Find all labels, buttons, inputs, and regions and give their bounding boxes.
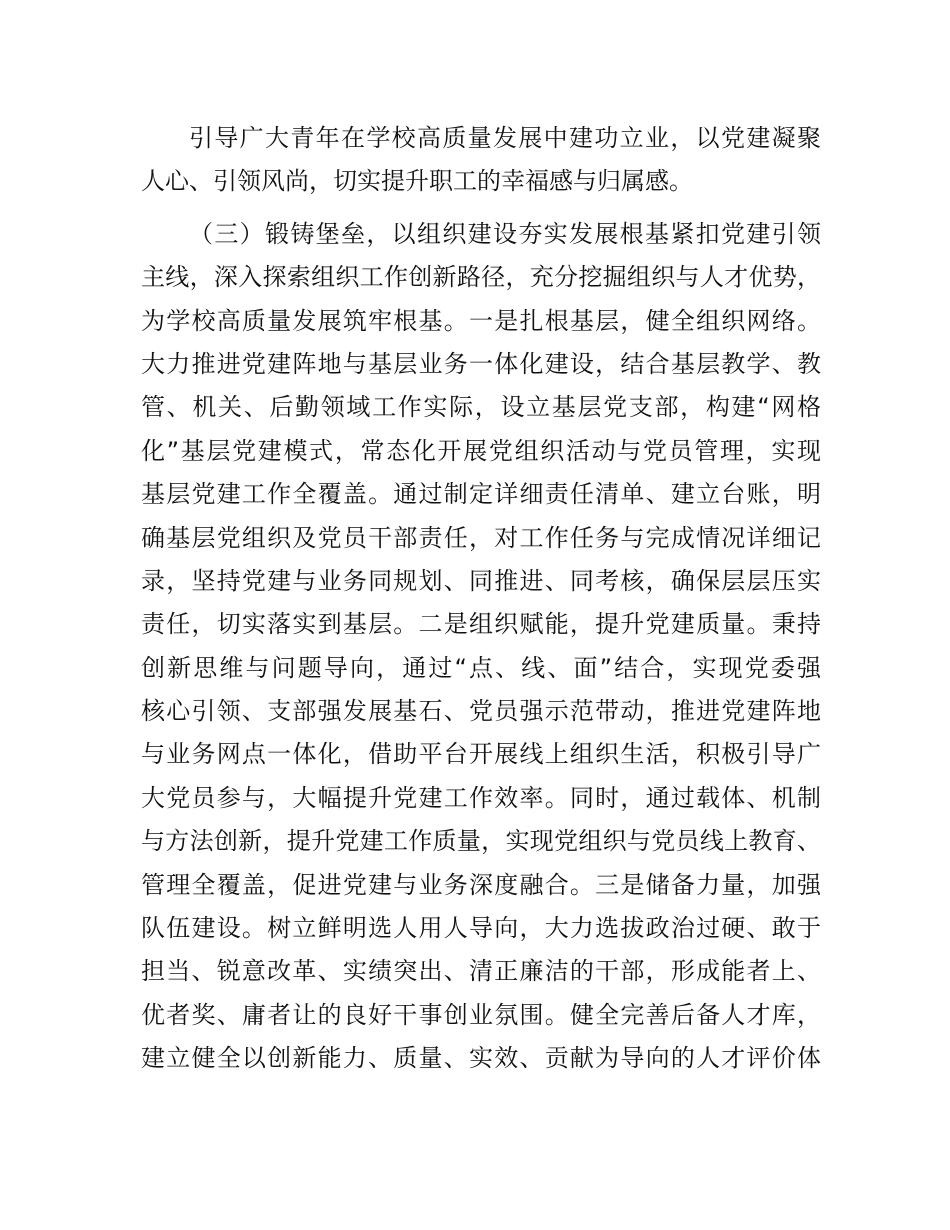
text-line: 与业务网点一体化，借助平台开展线上组织生活，积极引导广 — [141, 740, 821, 769]
paragraph-2 — [141, 213, 821, 1081]
paragraph-1 — [141, 117, 821, 204]
document-body — [141, 117, 821, 1081]
text-line: 优者奖、庸者让的良好干事创业氛围。健全完善后备人才库， — [141, 1000, 821, 1029]
text-line: 管、机关、后勤领域工作实际，设立基层党支部，构建“网格 — [141, 393, 821, 422]
text-line: 创新思维与问题导向，通过“点、线、面”结合，实现党委强 — [141, 653, 821, 682]
text-line: 大力推进党建阵地与基层业务一体化建设，结合基层教学、教 — [141, 349, 821, 378]
text-line: 责任，切实落实到基层。二是组织赋能，提升党建质量。秉持 — [141, 610, 821, 639]
text-line: 为学校高质量发展筑牢根基。一是扎根基层，健全组织网络。 — [141, 306, 821, 335]
text-line: 引导广大青年在学校高质量发展中建功立业，以党建凝聚 — [189, 124, 821, 152]
text-line: 担当、锐意改革、实绩突出、清正廉洁的干部，形成能者上、 — [141, 957, 821, 986]
text-line: 核心引领、支部强发展基石、党员强示范带动，推进党建阵地 — [141, 697, 821, 726]
text-line: 主线，深入探索组织工作创新路径，充分挖掘组织与人才优势， — [141, 263, 821, 292]
text-line: 基层党建工作全覆盖。通过制定详细责任清单、建立台账，明 — [141, 480, 821, 509]
text-line: 管理全覆盖，促进党建与业务深度融合。三是储备力量，加强 — [141, 870, 821, 899]
text-line: 人心、引领风尚，切实提升职工的幸福感与归属感。 — [141, 167, 693, 196]
text-line: 队伍建设。树立鲜明选人用人导向，大力选拔政治过硬、敢于 — [141, 914, 821, 943]
text-line: 录，坚持党建与业务同规划、同推进、同考核，确保层层压实 — [141, 566, 821, 595]
paragraph-gap — [141, 204, 821, 213]
text-line: 大党员参与，大幅提升党建工作效率。同时，通过载体、机制 — [141, 783, 821, 812]
text-line: 确基层党组织及党员干部责任，对工作任务与完成情况详细记 — [141, 523, 821, 552]
text-line: 建立健全以创新能力、质量、实效、贡献为导向的人才评价体 — [141, 1044, 821, 1073]
text-line: 与方法创新，提升党建工作质量，实现党组织与党员线上教育、 — [141, 827, 821, 856]
text-line: 化”基层党建模式，常态化开展党组织活动与党员管理，实现 — [141, 436, 821, 465]
text-line: （三）锻铸堡垒，以组织建设夯实发展根基紧扣党建引领 — [189, 219, 821, 248]
